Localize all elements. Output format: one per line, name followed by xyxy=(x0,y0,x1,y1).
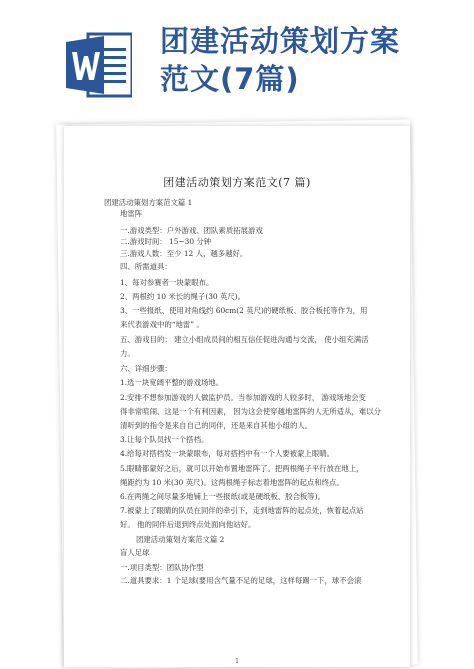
body-line: 好。 他的同伴后退到终点处面向他站好。 xyxy=(120,520,256,529)
body-line: 1.选一块宽阔平整的游戏场地。 xyxy=(120,378,224,387)
body-line: 绳距约为 10 米(30 英尺)。这两根绳子标志着地雷阵的起点和终点。 xyxy=(120,478,344,487)
body-line: 2.安排不想参加游戏的人做监护员。当参加游戏的人较多时， 游戏场地会变 xyxy=(120,393,366,402)
body-line: 2、两根约 10 米长的绳子(30 英尺)。 xyxy=(120,292,246,301)
body-line: 团建活动策划方案范文篇 1 xyxy=(104,198,193,207)
body-line: 4.给每对搭档发一块蒙眼布，每对搭档中有一个人要被蒙上眼睛。 xyxy=(120,449,334,458)
page-heading: 团建活动策划方案范文(7 篇) xyxy=(163,176,311,189)
body-line: 六、详细步骤： xyxy=(120,364,172,373)
page-number: 1 xyxy=(235,658,239,665)
word-icon xyxy=(66,28,132,102)
body-line: 1、每对参赛者一块蒙眼布。 xyxy=(120,278,214,287)
body-line: 来代表游戏中的“地雷” 。 xyxy=(120,320,204,329)
body-line: 3.让每个队员找一个搭档。 xyxy=(120,435,209,444)
body-line: 一.游戏类型：户外游戏、团队素质拓展游戏 xyxy=(120,226,263,235)
body-line: 力。 xyxy=(120,349,135,358)
document-page xyxy=(64,126,410,667)
body-line: 五、游戏目的： 建立小组成员间的相互信任促进沟通与交流， 使小组充满活 xyxy=(120,335,369,344)
body-line: 三.游戏人数：至少 12 人，越多越好。 xyxy=(120,249,248,258)
header xyxy=(0,0,474,130)
body-line: 清听到的指令是来自自己的同伴，还是来自其他小组的人。 xyxy=(120,421,313,430)
body-line: 四、所需道具： xyxy=(120,262,172,271)
document-title-line1: 团建活动策划方案 xyxy=(160,24,401,58)
body-line: 5.眼睛都蒙好之后，就可以开始布置地雷阵了。把两根绳子平行放在地上， xyxy=(120,464,364,473)
body-line: 盲人足球 xyxy=(120,548,150,557)
body-line: 二.游戏时间： 15~30 分钟 xyxy=(120,237,212,246)
body-line: 3、一些报纸、使用对角线约 60cm(2 英尺)的硬纸板、胶合板托等作为，用 xyxy=(120,306,368,315)
body-line: 6.在两绳之间尽量多地铺上一些报纸(或是硬纸板、胶合板等)。 xyxy=(120,492,325,501)
body-line: 7.被蒙上了眼睛的队员在同伴的牵引下，走到地雷阵的起点处，恢着起点站 xyxy=(120,506,364,515)
body-line: 一.项目类型：团队协作型 xyxy=(120,563,204,572)
document-title xyxy=(160,22,460,98)
body-line: 二.道具要求：1 个足球(要用含气量不足的足球，这样每踢一下，球不会滚 xyxy=(120,576,362,585)
body-line: 地雷阵 xyxy=(120,209,143,218)
body-line: 得非常喧闹、这是一个有利因素， 因为这会使穿越地雷阵的人无所适从，难以分 xyxy=(120,407,382,416)
document-title-line2: 范文(7篇) xyxy=(160,62,300,96)
body-line: 团建活动策划方案范文篇 2 xyxy=(136,535,225,544)
